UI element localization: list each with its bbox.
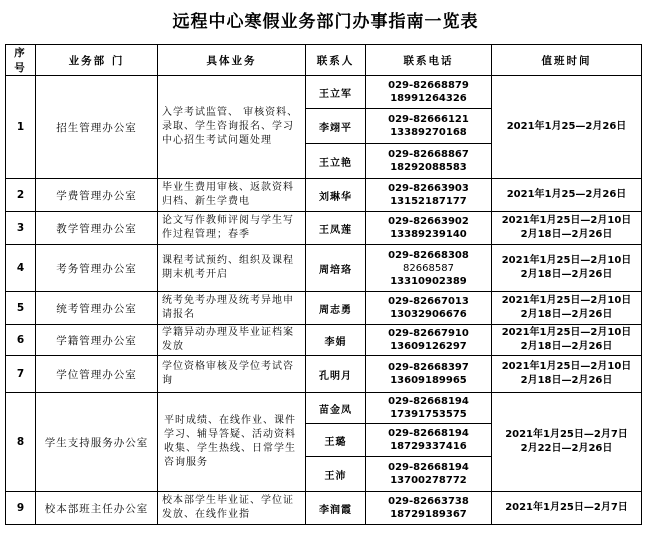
phone-line: 029-82663738 <box>388 496 469 507</box>
contact-phone <box>366 325 492 356</box>
time-line: 2月22日—2月26日 <box>520 443 613 454</box>
row-time: 2021年1月25—2月26日 <box>492 76 642 179</box>
guide-table <box>5 44 642 525</box>
row-index: 7 <box>6 356 36 393</box>
row-index: 6 <box>6 325 36 356</box>
row-business: 课程考试预约、组织及课程期末机考开启 <box>158 245 306 292</box>
phone-line: 18729337416 <box>390 441 467 452</box>
contact-name: 周志勇 <box>306 292 366 325</box>
time-line: 2月18日—2月26日 <box>520 229 613 240</box>
row-time <box>492 245 642 292</box>
time-line: 2021年1月25日—2月10日 <box>501 361 632 372</box>
contact-phone <box>366 109 492 144</box>
contact-name: 苗金凤 <box>306 393 366 424</box>
row-time <box>492 393 642 492</box>
row-time: 2021年1月25日—2月7日 <box>492 492 642 525</box>
time-line: 2月18日—2月26日 <box>520 341 613 352</box>
row-index: 2 <box>6 179 36 212</box>
header-time: 值班时间 <box>492 45 642 76</box>
row-time <box>492 292 642 325</box>
row-index: 3 <box>6 212 36 245</box>
time-line: 2月18日—2月26日 <box>520 375 613 386</box>
phone-line: 13032906676 <box>390 309 467 320</box>
contact-name: 王凤莲 <box>306 212 366 245</box>
phone-line: 13700278772 <box>390 475 467 486</box>
phone-line: 029-82668308 <box>388 249 469 261</box>
contact-name: 李润霞 <box>306 492 366 525</box>
header-dept: 业务部 门 <box>36 45 158 76</box>
phone-line: 17391753575 <box>390 409 467 420</box>
row-business: 学位资格审核及学位考试咨询 <box>158 356 306 393</box>
header-contact: 联系人 <box>306 45 366 76</box>
business-text: 毕业生费用审核、返款资料归档、新生学费电 <box>162 182 294 207</box>
contact-phone <box>366 144 492 179</box>
table-row <box>6 492 642 525</box>
row-dept: 统考管理办公室 <box>36 292 158 325</box>
row-index: 8 <box>6 393 36 492</box>
header-index: 序号 <box>6 45 36 76</box>
phone-line: 029-82663903 <box>388 183 469 194</box>
header-business: 具体业务 <box>158 45 306 76</box>
row-dept: 考务管理办公室 <box>36 245 158 292</box>
time-line: 2021年1月25日—2月10日 <box>501 327 632 338</box>
header-phone: 联系电话 <box>366 45 492 76</box>
table-row <box>6 356 642 393</box>
row-time <box>492 212 642 245</box>
phone-line: 029-82667910 <box>388 328 469 339</box>
contact-phone <box>366 76 492 109</box>
phone-line: 13389239140 <box>390 229 467 240</box>
phone-line: 13310902389 <box>390 275 467 287</box>
row-dept: 学费管理办公室 <box>36 179 158 212</box>
phone-line: 029-82668194 <box>388 462 469 473</box>
page-title: 远程中心寒假业务部门办事指南一览表 <box>172 12 479 32</box>
business-text: 校本部学生毕业证、学位证发放、在线作业指 <box>162 495 294 520</box>
contact-phone <box>366 393 492 424</box>
row-index: 5 <box>6 292 36 325</box>
row-time: 2021年1月25—2月26日 <box>492 179 642 212</box>
table-row <box>6 393 642 424</box>
phone-line: 13389270168 <box>390 127 467 138</box>
row-index: 9 <box>6 492 36 525</box>
phone-line: 029-82668397 <box>388 362 469 373</box>
contact-phone <box>366 424 492 457</box>
phone-line: 029-82668867 <box>388 149 469 160</box>
row-business <box>158 492 306 525</box>
row-business <box>158 179 306 212</box>
time-line: 2月18日—2月26日 <box>520 269 613 280</box>
phone-line: 029-82668879 <box>388 80 469 91</box>
time-line: 2021年1月25日—2月7日 <box>505 429 628 440</box>
time-line: 2021年1月25日—2月10日 <box>501 295 632 306</box>
table-row <box>6 325 642 356</box>
contact-phone <box>366 212 492 245</box>
business-text: 论文写作教师评阅与学生写作过程管理；春季 <box>162 215 294 240</box>
phone-line: 029-82666121 <box>388 114 469 125</box>
contact-phone <box>366 492 492 525</box>
row-index: 1 <box>6 76 36 179</box>
phone-line: 13609189965 <box>390 375 467 386</box>
time-line: 2021年1月25日—2月10日 <box>501 255 632 266</box>
contact-name: 王沛 <box>306 457 366 492</box>
row-dept: 校本部班主任办公室 <box>36 492 158 525</box>
contact-name: 王璐 <box>306 424 366 457</box>
table-row <box>6 245 642 292</box>
contact-name: 王立艳 <box>306 144 366 179</box>
contact-name: 李娟 <box>306 325 366 356</box>
table-row <box>6 212 642 245</box>
phone-line: 18991264326 <box>390 93 467 104</box>
phone-line: 18292088583 <box>390 162 467 173</box>
table-row <box>6 179 642 212</box>
contact-phone <box>366 292 492 325</box>
contact-phone <box>366 457 492 492</box>
row-index: 4 <box>6 245 36 292</box>
row-time <box>492 325 642 356</box>
row-dept: 教学管理办公室 <box>36 212 158 245</box>
phone-line: 82668587 <box>403 262 454 274</box>
contact-phone <box>366 179 492 212</box>
contact-name: 孔明月 <box>306 356 366 393</box>
row-dept: 学生支持服务办公室 <box>36 393 158 492</box>
row-dept: 学位管理办公室 <box>36 356 158 393</box>
header-row <box>6 45 642 76</box>
row-business <box>158 212 306 245</box>
contact-name: 刘琳华 <box>306 179 366 212</box>
phone-line: 13152187177 <box>390 196 467 207</box>
table-row <box>6 76 642 109</box>
contact-phone <box>366 356 492 393</box>
contact-name: 王立军 <box>306 76 366 109</box>
row-business: 平时成绩、在线作业、课件学习、辅导答疑、活动资料收集、学生热线、日常学生咨询服务 <box>158 393 306 492</box>
phone-line: 029-82668194 <box>388 428 469 439</box>
phone-line: 18729189367 <box>390 509 467 520</box>
row-dept: 招生管理办公室 <box>36 76 158 179</box>
contact-name: 周培珞 <box>306 245 366 292</box>
contact-name: 李翊平 <box>306 109 366 144</box>
phone-line: 029-82667013 <box>388 296 469 307</box>
phone-line: 13609126297 <box>390 341 467 352</box>
contact-phone <box>366 245 492 292</box>
time-line: 2月18日—2月26日 <box>520 309 613 320</box>
row-dept: 学籍管理办公室 <box>36 325 158 356</box>
row-time <box>492 356 642 393</box>
row-business: 学籍异动办理及毕业证档案发放 <box>158 325 306 356</box>
table-row <box>6 292 642 325</box>
phone-line: 029-82668194 <box>388 396 469 407</box>
time-line: 2021年1月25日—2月10日 <box>501 215 632 226</box>
phone-line: 029-82663902 <box>388 216 469 227</box>
row-business: 统考免考办理及统考异地申请报名 <box>158 292 306 325</box>
row-business: 入学考试监管、 审核资料、录取、学生咨询报名、学习中心招生考试问题处理 <box>158 76 306 179</box>
